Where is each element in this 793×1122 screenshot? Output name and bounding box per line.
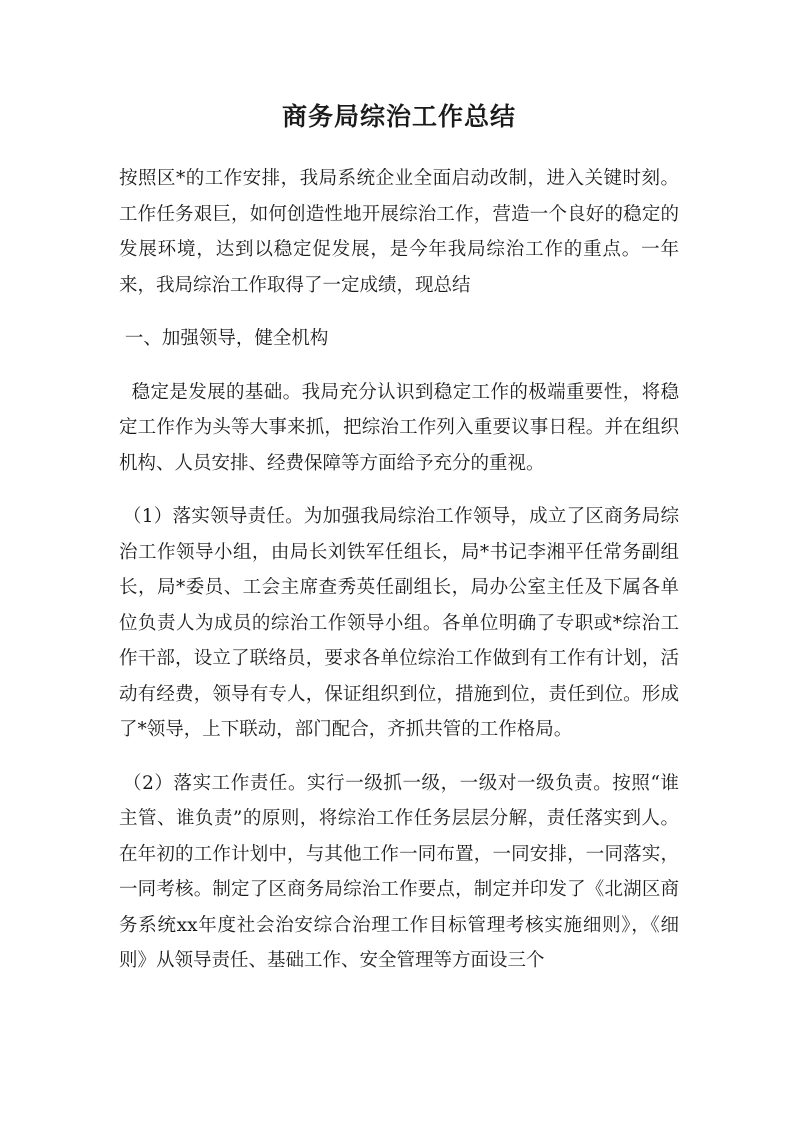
document-title: 商务局综治工作总结: [281, 102, 516, 131]
intro-paragraph: 按照区*的工作安排，我局系统企业全面启动改制，进入关键时刻。工作任务艰巨，如何创造性地开展综治工作，营造一个良好的稳定的发展环境，达到以稳定促发展，是今年我局综治工作的重点。一年来，我局综治工作取得了一定成绩，现总结: [119, 168, 679, 296]
section-heading-1: 一、加强领导，健全机构: [119, 328, 329, 349]
item-1-paragraph: （1）落实领导责任。为加强我局综治工作领导，成立了区商务局综治工作领导小组，由局长刘铁军任组长，局*书记李湘平任常务副组长，局*委员、工会主席查秀英任副组长，局办公室主任及下属各单位负责人为成员的综治工作领导小组。各单位明确了专职或*综治工作干部，设立了联络员，要求各单位综治工作做到有工作有计划，活动有经费，领导有专人，保证组织到位，措施到位，责任到位。形成了*领导，上下联动，部门配合，齐抓共管的工作格局。: [119, 506, 679, 740]
item-2-paragraph: （2）落实工作责任。实行一级抓一级，一级对一级负责。按照“谁主管、谁负责”的原则，将综治工作任务层层分解，责任落实到人。在年初的工作计划中，与其他工作一同布置，一同安排，一同落实，一同考核。制定了区商务局综治工作要点，制定并印发了《北湖区商务系统xx年度社会治安综合治理工作目标管理考核实施细则》，《细则》从领导责任、基础工作、安全管理等方面设三个: [119, 772, 679, 971]
section-1-paragraph: 稳定是发展的基础。我局充分认识到稳定工作的极端重要性，将稳定工作作为头等大事来抓，把综治工作列入重要议事日程。并在组织机构、人员安排、经费保障等方面给予充分的重视。: [119, 381, 679, 474]
